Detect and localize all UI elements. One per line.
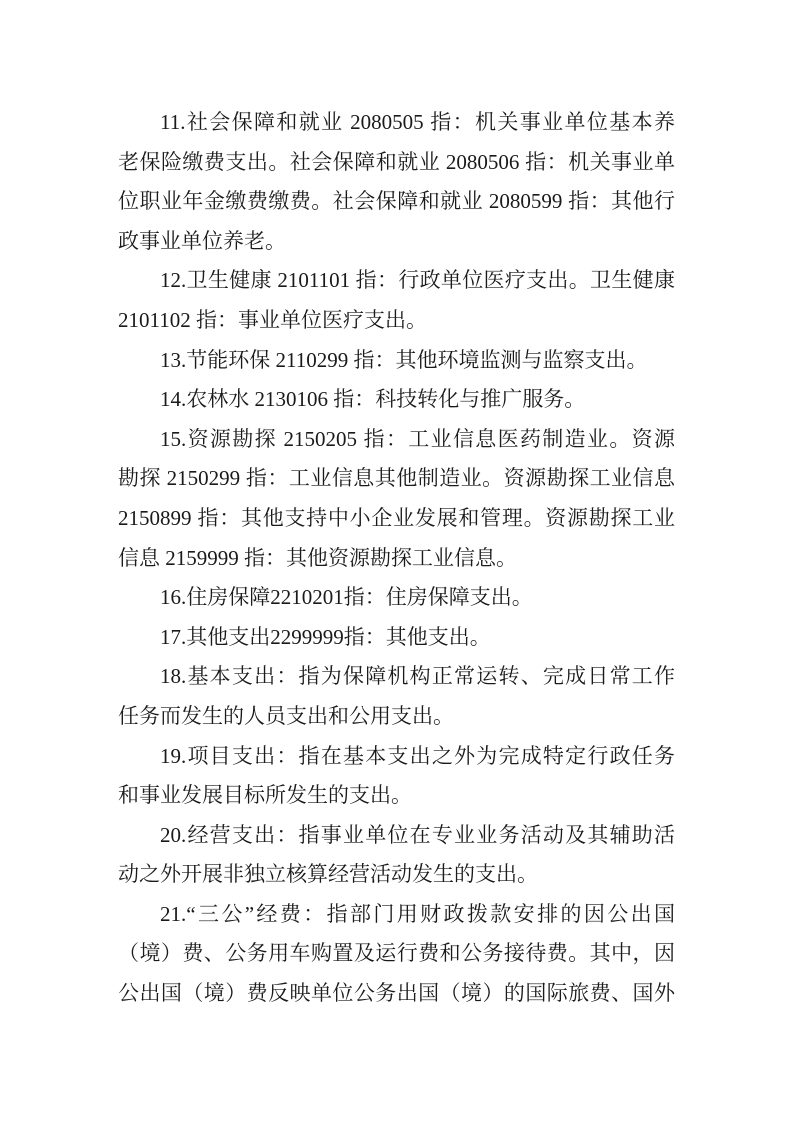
paragraph-13 bbox=[118, 341, 675, 381]
text-line: 19.项目支出：指在基本支出之外为完成特定行政任务 bbox=[160, 743, 675, 768]
document-body bbox=[118, 103, 675, 1014]
paragraph-12 bbox=[118, 261, 675, 340]
paragraph-16 bbox=[118, 578, 675, 618]
text-line: 2150899 指：其他支持中小企业发展和管理。资源勘探工业 bbox=[118, 505, 675, 530]
text-line: 公出国（境）费反映单位公务出国（境）的国际旅费、国外 bbox=[118, 981, 675, 1006]
text-line: 12.卫生健康 2101101 指：行政单位医疗支出。卫生健康 bbox=[160, 268, 675, 293]
text-line: 20.经营支出：指事业单位在专业业务活动及其辅助活 bbox=[160, 822, 675, 847]
paragraph-11 bbox=[118, 103, 675, 261]
text-line: 和事业发展目标所发生的支出。 bbox=[118, 783, 412, 808]
text-line: 动之外开展非独立核算经营活动发生的支出。 bbox=[118, 862, 538, 887]
paragraph-17 bbox=[118, 618, 675, 658]
paragraph-18 bbox=[118, 657, 675, 736]
paragraph-20 bbox=[118, 816, 675, 895]
text-line: 15.资源勘探 2150205 指：工业信息医药制造业。资源 bbox=[160, 426, 675, 451]
text-line: （境）费、公务用车购置及运行费和公务接待费。其中，因 bbox=[118, 941, 675, 966]
text-line: 2101102 指：事业单位医疗支出。 bbox=[118, 307, 427, 332]
text-line: 勘探 2150299 指：工业信息其他制造业。资源勘探工业信息 bbox=[118, 466, 675, 491]
text-line: 21.“三公”经费：指部门用财政拨款安排的因公出国 bbox=[160, 901, 675, 926]
text-line: 11.社会保障和就业 2080505 指：机关事业单位基本养 bbox=[160, 110, 675, 134]
text-line: 老保险缴费支出。社会保障和就业 2080506 指：机关事业单 bbox=[118, 149, 675, 174]
paragraph-14 bbox=[118, 380, 675, 420]
text-line: 政事业单位养老。 bbox=[118, 228, 286, 253]
paragraph-19 bbox=[118, 737, 675, 816]
text-line: 16.住房保障2210201指：住房保障支出。 bbox=[160, 585, 533, 610]
text-line: 位职业年金缴费缴费。社会保障和就业 2080599 指：其他行 bbox=[118, 189, 675, 214]
paragraph-15 bbox=[118, 420, 675, 578]
text-line: 17.其他支出2299999指：其他支出。 bbox=[160, 624, 491, 649]
paragraph-21 bbox=[118, 895, 675, 1014]
text-line: 18.基本支出：指为保障机构正常运转、完成日常工作 bbox=[160, 664, 675, 689]
text-line: 任务而发生的人员支出和公用支出。 bbox=[118, 703, 454, 728]
text-line: 信息 2159999 指：其他资源勘探工业信息。 bbox=[118, 545, 517, 570]
text-line: 13.节能环保 2110299 指：其他环境监测与监察支出。 bbox=[160, 347, 648, 372]
text-line: 14.农林水 2130106 指：科技转化与推广服务。 bbox=[160, 387, 586, 412]
